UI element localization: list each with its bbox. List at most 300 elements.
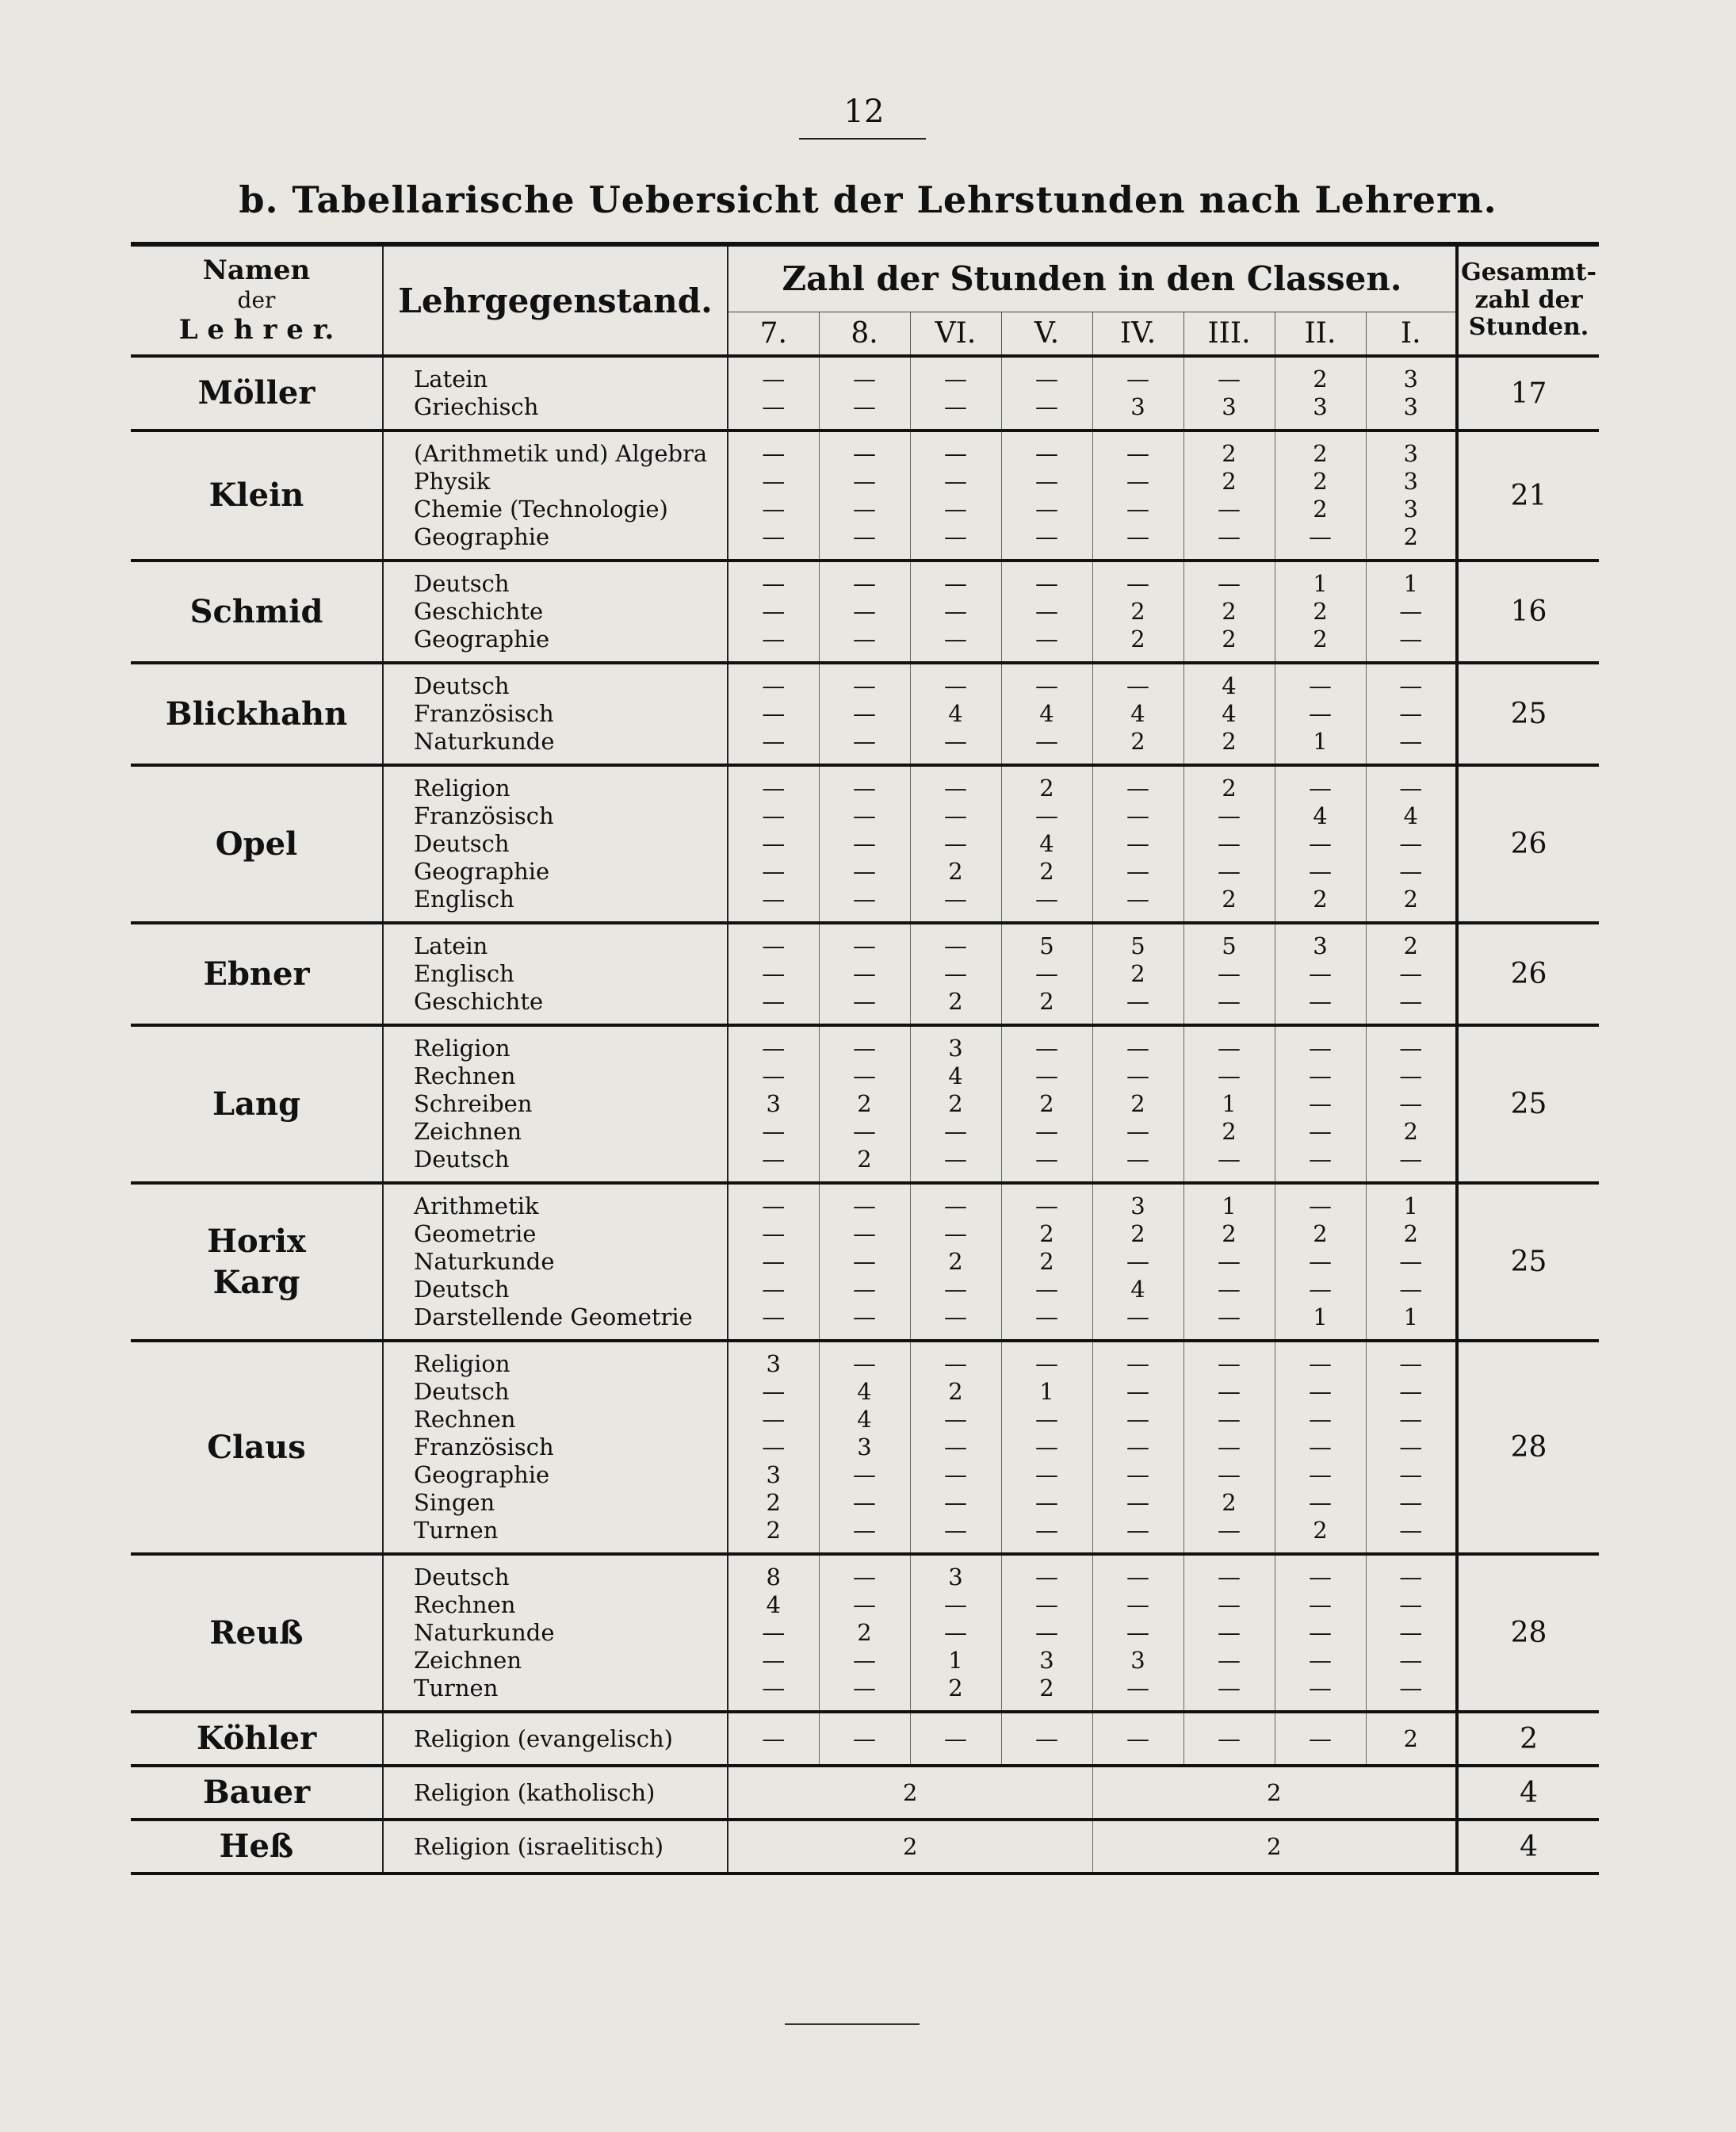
subject-list: [383, 561, 728, 663]
hours-value: 3: [1403, 496, 1418, 522]
class-hours-cell: [1275, 923, 1366, 1025]
hours-value: 4: [1130, 700, 1145, 727]
hours-value: —: [762, 886, 786, 913]
hours-value: —: [1275, 1712, 1366, 1766]
hours-value: —: [1126, 1675, 1149, 1701]
hours-value: —: [1399, 672, 1423, 699]
hours-value: —: [1035, 802, 1058, 829]
hours-value: —: [762, 830, 786, 857]
class-hours-cell: [819, 663, 910, 765]
hours-value: 2: [1313, 496, 1328, 522]
table-row: [131, 1554, 1599, 1712]
hours-value: —: [762, 468, 786, 495]
class-hours-cell: [1366, 663, 1457, 765]
subject-name: Deutsch: [414, 570, 510, 597]
class-hours-cell: [1001, 1341, 1092, 1554]
hours-value: 3: [1403, 366, 1418, 392]
hours-value: —: [1399, 1461, 1423, 1488]
hours-value: 2: [1130, 1090, 1145, 1117]
hours-value: 2: [1222, 440, 1237, 467]
hours-value: 2: [1313, 366, 1328, 392]
hours-value: —: [762, 988, 786, 1015]
teacher-name: Ebner: [131, 923, 383, 1025]
hours-value: —: [944, 626, 967, 653]
subject-name: Französisch: [414, 802, 554, 829]
hours-value: —: [853, 672, 876, 699]
subject-list: [383, 1554, 728, 1712]
header-class-iv: IV.: [1092, 312, 1183, 356]
subject-name: Physik: [414, 468, 491, 495]
hours-value: 2: [1403, 1220, 1418, 1247]
hours-value: —: [762, 440, 786, 467]
hours-value: —: [853, 960, 876, 987]
hours-value: —: [762, 1248, 786, 1275]
hours-value: 2: [857, 1146, 872, 1173]
hours-value: —: [1035, 570, 1058, 597]
class-hours-cell: [910, 765, 1001, 923]
hours-value: —: [1126, 1489, 1149, 1516]
hours-value: —: [853, 1461, 876, 1488]
hours-value: 2: [1130, 626, 1145, 653]
hours-value: 2: [948, 1090, 963, 1117]
hours-value: —: [1399, 1517, 1423, 1544]
header-total-line3: Stunden.: [1468, 313, 1589, 342]
subject-name: Latein: [414, 932, 488, 959]
class-hours-cell: [1366, 1554, 1457, 1712]
hours-value: —: [1035, 728, 1058, 755]
class-hours-cell: [1366, 923, 1457, 1025]
hours-value: —: [853, 1118, 876, 1145]
hours-value: 3: [948, 1035, 963, 1062]
hours-value: —: [1218, 960, 1241, 987]
hours-value: 3: [1130, 1647, 1145, 1674]
hours-value: —: [1218, 858, 1241, 885]
hours-value: —: [1399, 1062, 1423, 1089]
hours-value: —: [1399, 700, 1423, 727]
hours-value: —: [1035, 366, 1058, 392]
class-hours-cell: [728, 1554, 819, 1712]
hours-value: 1: [1313, 1303, 1328, 1330]
subject-list: [383, 1025, 728, 1183]
subject-name: Religion (israelitisch): [383, 1820, 728, 1874]
hours-value: —: [762, 1675, 786, 1701]
header-names-line3: L e h r e r.: [178, 313, 335, 346]
hours-value: —: [1399, 1276, 1423, 1303]
class-hours-cell: [1275, 356, 1366, 431]
hours-value: —: [853, 1647, 876, 1674]
hours-value: —: [853, 1062, 876, 1089]
total-hours: 25: [1457, 1183, 1599, 1341]
hours-value: —: [1399, 626, 1423, 653]
subject-name: Geschichte: [414, 598, 544, 625]
hours-value: —: [1126, 1062, 1149, 1089]
subject-name: Französisch: [414, 700, 554, 727]
hours-value: 3: [1403, 440, 1418, 467]
hours-value: 4: [1130, 1276, 1145, 1303]
hours-value: —: [1126, 1406, 1149, 1433]
class-hours-cell: [1001, 765, 1092, 923]
hours-value: —: [1218, 1062, 1241, 1089]
hours-value: —: [944, 830, 967, 857]
hours-value: —: [762, 1276, 786, 1303]
hours-value: 2: [1313, 626, 1328, 653]
hours-value: —: [1309, 1146, 1332, 1173]
hours-value: —: [1218, 1248, 1241, 1275]
hours-value: —: [1399, 775, 1423, 802]
hours-value: —: [944, 598, 967, 625]
hours-value: —: [1399, 988, 1423, 1015]
hours-value: 2: [1130, 1220, 1145, 1247]
hours-value: —: [1126, 988, 1149, 1015]
hours-value: —: [1126, 1146, 1149, 1173]
hours-value: —: [944, 775, 967, 802]
subject-name: Chemie (Technologie): [414, 496, 668, 522]
class-hours-cell: [1183, 765, 1275, 923]
hours-value: —: [1218, 1591, 1241, 1618]
class-hours-cell: [819, 431, 910, 561]
hours-value: —: [762, 802, 786, 829]
hours-value: —: [1092, 1712, 1183, 1766]
class-hours-cell: [910, 1341, 1001, 1554]
total-hours: 25: [1457, 1025, 1599, 1183]
hours-value: 1: [1313, 728, 1328, 755]
table-row: [131, 1341, 1599, 1554]
subject-name: Naturkunde: [414, 728, 555, 755]
hours-value: —: [1218, 1564, 1241, 1590]
hours-value: —: [944, 496, 967, 522]
hours-value: —: [1035, 1517, 1058, 1544]
subject-name: Religion: [414, 1035, 510, 1062]
hours-value: —: [853, 1350, 876, 1377]
hours-value: —: [1183, 1712, 1275, 1766]
class-hours-cell: [1183, 561, 1275, 663]
table-row: [131, 431, 1599, 561]
table-row: [131, 765, 1599, 923]
hours-value: 2: [1403, 932, 1418, 959]
hours-value: —: [853, 1248, 876, 1275]
hours-value: —: [1309, 1248, 1332, 1275]
header-teacher-names: [131, 244, 383, 356]
hours-value: —: [944, 1489, 967, 1516]
hours-value: —: [944, 1220, 967, 1247]
hours-value: —: [1218, 1303, 1241, 1330]
hours-upper-classes: 2: [1092, 1820, 1457, 1874]
teacher-name-line: Karg: [212, 1263, 300, 1301]
hours-value: —: [1399, 1146, 1423, 1173]
hours-value: —: [853, 366, 876, 392]
class-hours-cell: [1366, 1183, 1457, 1341]
table-row: [131, 1712, 1599, 1766]
hours-value: —: [853, 1192, 876, 1219]
hours-value: —: [1218, 1517, 1241, 1544]
hours-value: 2: [1313, 1220, 1328, 1247]
hours-value: —: [1309, 1192, 1332, 1219]
hours-value: —: [853, 570, 876, 597]
hours-value: 5: [1222, 932, 1237, 959]
hours-value: —: [1309, 1062, 1332, 1089]
hours-value: 2: [948, 1675, 963, 1701]
hours-value: 3: [766, 1350, 781, 1377]
hours-value: —: [1309, 1489, 1332, 1516]
hours-value: 1: [1222, 1090, 1237, 1117]
hours-value: —: [1035, 1591, 1058, 1618]
hours-value: 2: [1366, 1712, 1457, 1766]
table-row: [131, 1183, 1599, 1341]
class-hours-cell: [910, 1554, 1001, 1712]
subject-name: Englisch: [414, 886, 514, 913]
hours-value: —: [944, 366, 967, 392]
hours-value: —: [1309, 858, 1332, 885]
hours-value: —: [1399, 830, 1423, 857]
hours-value: —: [1309, 830, 1332, 857]
subject-list: [383, 923, 728, 1025]
teacher-name-line: Horix: [207, 1222, 306, 1260]
hours-value: 1: [1403, 1303, 1418, 1330]
hours-value: —: [762, 1406, 786, 1433]
table-row: [131, 356, 1599, 431]
hours-value: —: [1035, 1146, 1058, 1173]
hours-value: —: [853, 1489, 876, 1516]
subject-name: Schreiben: [414, 1090, 533, 1117]
hours-value: —: [762, 1062, 786, 1089]
hours-value: —: [944, 570, 967, 597]
subject-name: (Arithmetik und) Algebra: [414, 440, 708, 467]
hours-value: —: [1035, 440, 1058, 467]
hours-value: —: [1035, 1350, 1058, 1377]
hours-value: —: [853, 1276, 876, 1303]
hours-value: —: [762, 960, 786, 987]
hours-value: —: [1126, 1461, 1149, 1488]
hours-value: 5: [1130, 932, 1145, 959]
hours-value: 2: [1222, 728, 1237, 755]
subject-name: Religion: [414, 775, 510, 802]
table-header: [131, 244, 1599, 356]
header-class-ii: II.: [1275, 312, 1366, 356]
hours-value: —: [1399, 1090, 1423, 1117]
hours-value: —: [1126, 1433, 1149, 1460]
hours-value: —: [1035, 393, 1058, 420]
hours-value: —: [1399, 1675, 1423, 1701]
hours-value: —: [1035, 1406, 1058, 1433]
page-number: 12: [843, 94, 885, 130]
hours-value: —: [944, 1591, 967, 1618]
hours-value: 3: [1130, 393, 1145, 420]
class-hours-cell: [728, 765, 819, 923]
total-hours: 26: [1457, 765, 1599, 923]
class-hours-cell: [1092, 561, 1183, 663]
class-hours-cell: [819, 561, 910, 663]
hours-value: 1: [1222, 1192, 1237, 1219]
subject-name: Geographie: [414, 626, 550, 653]
class-hours-cell: [1001, 923, 1092, 1025]
total-hours: 21: [1457, 431, 1599, 561]
class-hours-cell: [1001, 1554, 1092, 1712]
teacher-name: Lang: [131, 1025, 383, 1183]
class-hours-cell: [1183, 1341, 1275, 1554]
subject-name: Deutsch: [414, 1146, 510, 1173]
total-hours: 25: [1457, 663, 1599, 765]
subject-list: [383, 431, 728, 561]
hours-value: —: [1399, 960, 1423, 987]
total-hours: 26: [1457, 923, 1599, 1025]
hours-upper-classes: 2: [1092, 1766, 1457, 1820]
hours-value: —: [853, 393, 876, 420]
hours-value: 2: [948, 858, 963, 885]
hours-value: 1: [1039, 1378, 1054, 1405]
table-row: [131, 1766, 1599, 1820]
lesson-table: [131, 242, 1599, 1875]
hours-value: 2: [1222, 886, 1237, 913]
hours-value: 2: [1222, 626, 1237, 653]
hours-value: —: [1126, 858, 1149, 885]
subject-name: Griechisch: [414, 393, 539, 420]
hours-value: —: [1218, 1433, 1241, 1460]
hours-value: 3: [766, 1461, 781, 1488]
class-hours-cell: [728, 663, 819, 765]
hours-lower-classes: 2: [728, 1766, 1092, 1820]
hours-value: 3: [766, 1090, 781, 1117]
hours-value: —: [853, 802, 876, 829]
hours-value: 4: [1313, 802, 1328, 829]
class-hours-cell: [1275, 765, 1366, 923]
hours-value: 3: [1313, 393, 1328, 420]
subject-name: Latein: [414, 366, 488, 392]
hours-value: —: [853, 830, 876, 857]
hours-value: —: [1126, 523, 1149, 550]
hours-value: 2: [1039, 858, 1054, 885]
hours-value: —: [1035, 1192, 1058, 1219]
hours-value: —: [1126, 1350, 1149, 1377]
hours-value: 2: [1222, 1489, 1237, 1516]
subject-list: [383, 663, 728, 765]
class-hours-cell: [1275, 561, 1366, 663]
class-hours-cell: [728, 1341, 819, 1554]
hours-value: —: [1035, 496, 1058, 522]
hours-value: —: [1126, 1378, 1149, 1405]
hours-value: —: [944, 1350, 967, 1377]
subject-name: Rechnen: [414, 1406, 516, 1433]
hours-value: 3: [948, 1564, 963, 1590]
hours-value: 2: [1313, 468, 1328, 495]
hours-value: —: [1309, 1433, 1332, 1460]
hours-value: —: [1309, 672, 1332, 699]
total-hours: 16: [1457, 561, 1599, 663]
hours-value: —: [762, 728, 786, 755]
hours-value: 2: [1313, 886, 1328, 913]
hours-value: —: [762, 523, 786, 550]
header-class-v: V.: [1001, 312, 1092, 356]
subject-name: Zeichnen: [414, 1118, 522, 1145]
hours-value: —: [853, 1675, 876, 1701]
hours-value: 2: [1039, 988, 1054, 1015]
hours-value: —: [1218, 496, 1241, 522]
hours-value: —: [1035, 1276, 1058, 1303]
hours-value: —: [1399, 858, 1423, 885]
hours-value: —: [853, 598, 876, 625]
hours-value: 2: [1313, 598, 1328, 625]
teacher-name: Reuß: [131, 1554, 383, 1712]
hours-value: —: [944, 1517, 967, 1544]
hours-value: —: [1399, 1619, 1423, 1646]
hours-value: 2: [1130, 598, 1145, 625]
hours-value: —: [1126, 1619, 1149, 1646]
class-hours-cell: [1275, 1554, 1366, 1712]
class-hours-cell: [728, 561, 819, 663]
hours-value: —: [944, 468, 967, 495]
class-hours-cell: [1092, 1025, 1183, 1183]
hours-value: —: [1035, 886, 1058, 913]
hours-value: —: [1309, 1276, 1332, 1303]
total-hours: 28: [1457, 1554, 1599, 1712]
class-hours-cell: [819, 356, 910, 431]
hours-value: —: [1126, 1591, 1149, 1618]
hours-value: 4: [948, 700, 963, 727]
teacher-name: Opel: [131, 765, 383, 923]
hours-value: —: [1218, 1406, 1241, 1433]
teacher-name: Blickhahn: [131, 663, 383, 765]
hours-value: —: [1309, 1461, 1332, 1488]
hours-value: —: [1309, 1406, 1332, 1433]
hours-value: 3: [1403, 468, 1418, 495]
hours-value: —: [1218, 1619, 1241, 1646]
hours-value: —: [944, 1619, 967, 1646]
hours-value: —: [1218, 1378, 1241, 1405]
hours-value: 4: [1222, 672, 1237, 699]
subject-list: [383, 765, 728, 923]
hours-value: —: [1309, 523, 1332, 550]
hours-value: —: [1126, 1517, 1149, 1544]
hours-value: 2: [1039, 1675, 1054, 1701]
hours-value: 5: [1039, 932, 1054, 959]
table-row: [131, 561, 1599, 663]
class-hours-cell: [1366, 765, 1457, 923]
teacher-name: Heß: [131, 1820, 383, 1874]
header-class-iii: III.: [1183, 312, 1275, 356]
hours-value: —: [762, 626, 786, 653]
hours-value: —: [1218, 1647, 1241, 1674]
class-hours-cell: [1275, 663, 1366, 765]
hours-value: —: [762, 672, 786, 699]
subject-name: Religion (katholisch): [383, 1766, 728, 1820]
hours-value: —: [1309, 1090, 1332, 1117]
hours-value: 2: [1222, 775, 1237, 802]
hours-value: —: [853, 1517, 876, 1544]
hours-value: 2: [1222, 1118, 1237, 1145]
hours-value: —: [1399, 1350, 1423, 1377]
hours-value: —: [1399, 1378, 1423, 1405]
hours-value: 2: [948, 1248, 963, 1275]
hours-value: —: [762, 1303, 786, 1330]
teacher-name: Claus: [131, 1341, 383, 1554]
hours-value: 2: [1039, 1248, 1054, 1275]
subject-name: Deutsch: [414, 1276, 510, 1303]
hours-value: 1: [1313, 570, 1328, 597]
total-hours: 4: [1457, 1766, 1599, 1820]
class-hours-cell: [910, 1025, 1001, 1183]
hours-value: 2: [1403, 523, 1418, 550]
table-row: [131, 663, 1599, 765]
hours-value: —: [944, 440, 967, 467]
subject-name: Rechnen: [414, 1062, 516, 1089]
hours-value: 2: [766, 1489, 781, 1516]
page-number-rule: [799, 138, 926, 140]
subject-list: [383, 1183, 728, 1341]
class-hours-cell: [1183, 1183, 1275, 1341]
class-hours-cell: [1366, 431, 1457, 561]
hours-value: —: [1218, 1146, 1241, 1173]
hours-value: —: [1218, 1350, 1241, 1377]
class-hours-cell: [1001, 1025, 1092, 1183]
